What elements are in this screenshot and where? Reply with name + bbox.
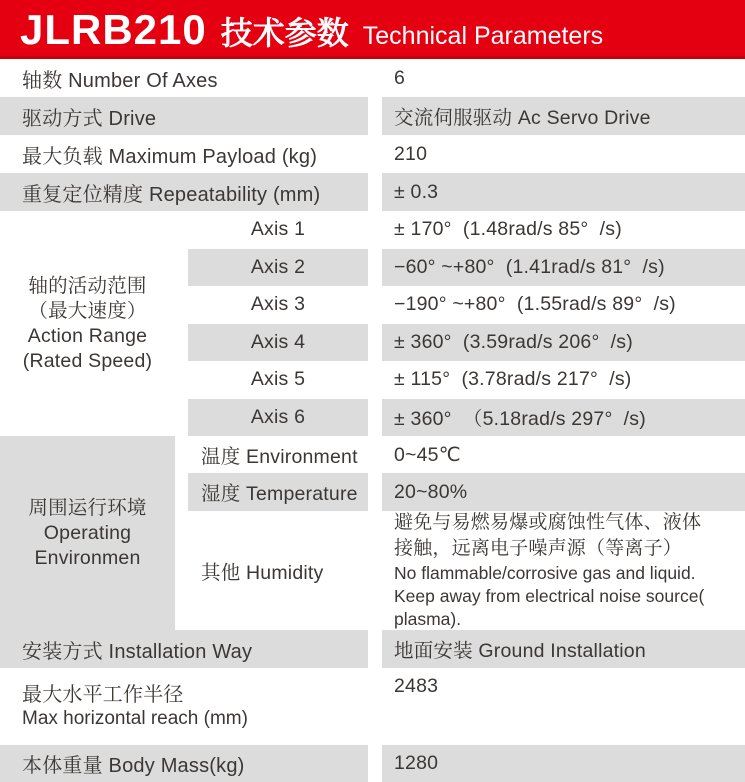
row-value: 地面安装 Ground Installation [382, 630, 745, 668]
row-value: 交流伺服驱动 Ac Servo Drive [382, 97, 745, 135]
column-divider [368, 59, 382, 97]
row-max-horizontal-reach [0, 668, 745, 745]
row-value: 1280 [382, 745, 745, 782]
row-label: 轴数 Number Of Axes [22, 69, 218, 92]
action-range-label-line: (Rated Speed) [22, 349, 153, 372]
axis-value: ± 360° (3.59rad/s 206° /s) [382, 324, 745, 362]
row-label [0, 668, 368, 745]
column-divider [368, 211, 382, 249]
row-temperature [188, 436, 745, 473]
axis-value: ± 360° （5.18rad/s 297° /s) [382, 399, 745, 437]
column-divider [368, 324, 382, 362]
axis-name: Axis 4 [188, 324, 368, 362]
row-label: 重复定位精度 Repeatability (mm) [0, 173, 368, 211]
other-conditions-chinese-line: 接触，远离电子噪声源（等离子） [394, 538, 683, 559]
header-banner [0, 0, 745, 59]
environment-rows [188, 436, 745, 630]
column-divider [175, 211, 188, 436]
row-humidity [188, 473, 745, 511]
section-operating-environment [0, 436, 745, 630]
env-sub-value: 20~80% [382, 473, 745, 511]
section-action-range [0, 211, 745, 436]
row-value: 2483 [394, 675, 439, 697]
env-sub-label: 湿度 Temperature [188, 473, 368, 511]
action-range-label [0, 211, 175, 436]
row-label: 安装方式 Installation Way [0, 630, 368, 668]
column-divider [368, 173, 382, 211]
column-divider [368, 135, 382, 173]
row-installation-way [0, 630, 745, 668]
row-axis-2 [188, 249, 745, 287]
axis-name: Axis 3 [250, 293, 306, 316]
reach-label-chinese: 最大水平工作半径 [22, 684, 184, 706]
axis-value: ± 170° (1.48rad/s 85° /s) [394, 218, 622, 241]
column-divider [368, 361, 382, 399]
reach-label-english: Max horizontal reach (mm) [22, 708, 248, 729]
page-title-english: Technical Parameters [362, 22, 604, 50]
page-title-chinese: 技术参数 [220, 15, 349, 51]
row-axis-4 [188, 324, 745, 362]
column-divider [368, 473, 382, 511]
operating-environment-label-line: Operating [43, 521, 132, 544]
row-value: 6 [394, 66, 406, 89]
axis-name: Axis 5 [250, 368, 306, 391]
column-divider [368, 97, 382, 135]
row-maximum-payload [0, 135, 745, 173]
row-value: ± 0.3 [382, 173, 745, 211]
column-divider [368, 668, 382, 745]
axis-rows [188, 211, 745, 436]
row-drive [0, 97, 745, 135]
operating-environment-label-line: 周围运行环境 [28, 496, 147, 519]
action-range-label-line: （最大速度） [28, 299, 147, 322]
column-divider [368, 286, 382, 324]
axis-name: Axis 2 [188, 249, 368, 287]
column-divider [368, 630, 382, 668]
row-axis-5 [188, 361, 745, 399]
column-divider [368, 399, 382, 437]
axis-value: −190° ~+80° (1.55rad/s 89° /s) [394, 293, 676, 316]
column-divider [175, 436, 188, 630]
row-repeatability [0, 173, 745, 211]
row-label: 驱动方式 Drive [0, 97, 368, 135]
action-range-label-line: Action Range [27, 324, 148, 347]
action-range-label-line: 轴的活动范围 [28, 274, 147, 297]
operating-environment-label [0, 436, 175, 630]
other-conditions-english: No flammable/corrosive gas and liquid. Keep away from electrical noise source( plasma). [394, 563, 705, 629]
operating-environment-label-line: Environmen [34, 546, 141, 569]
env-sub-value: 0~45℃ [394, 443, 461, 466]
env-sub-label: 温度 Environment [201, 445, 358, 468]
axis-name: Axis 6 [188, 399, 368, 437]
column-divider [368, 249, 382, 287]
row-other-conditions [188, 511, 745, 630]
column-divider [368, 436, 382, 473]
row-axis-1 [188, 211, 745, 249]
row-number-of-axes [0, 59, 745, 97]
model-number: JLRB210 [20, 6, 207, 53]
row-label: 本体重量 Body Mass(kg) [0, 745, 368, 782]
column-divider [368, 511, 382, 630]
axis-value: −60° ~+80° (1.41rad/s 81° /s) [382, 249, 745, 287]
row-value: 210 [394, 142, 428, 165]
column-divider [368, 745, 382, 782]
row-label: 最大负载 Maximum Payload (kg) [22, 145, 318, 168]
other-conditions-chinese-line: 避免与易燃易爆或腐蚀性气体、液体 [394, 512, 702, 533]
env-sub-label: 其他 Humidity [201, 561, 324, 584]
env-sub-value [382, 511, 745, 630]
axis-name: Axis 1 [250, 218, 306, 241]
row-body-mass [0, 745, 745, 782]
row-axis-6 [188, 399, 745, 437]
row-axis-3 [188, 286, 745, 324]
axis-value: ± 115° (3.78rad/s 217° /s) [394, 368, 632, 391]
